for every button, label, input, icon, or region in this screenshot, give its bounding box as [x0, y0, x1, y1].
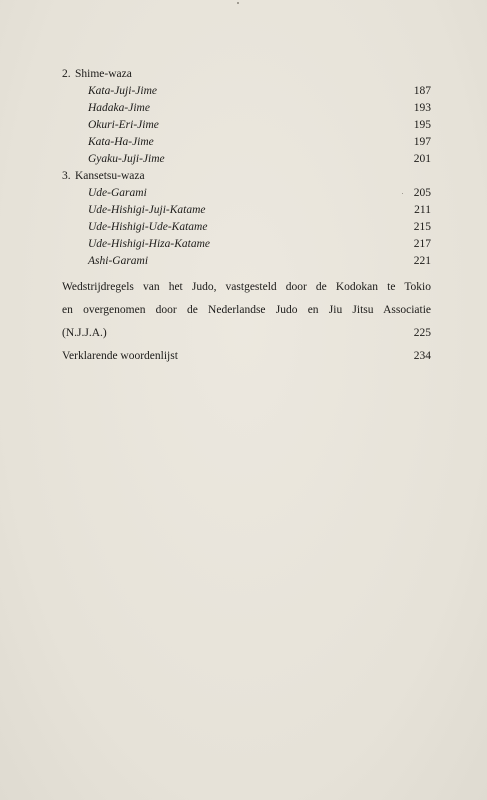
rules-paragraph-last-line [62, 322, 431, 345]
section-number: 3. [62, 170, 71, 182]
rules-paragraph-line: en overgenomen door de Nederlandse Judo en Jiu Jitsu Associatie [62, 304, 431, 316]
toc-entry[interactable] [62, 83, 431, 100]
toc-entry-title: Okuri-Eri-Jime [88, 119, 159, 131]
section-heading [62, 66, 431, 83]
toc-entry[interactable] [62, 134, 431, 151]
toc-entry[interactable] [62, 219, 431, 236]
section-heading [62, 168, 431, 185]
section-title: Kansetsu-waza [75, 170, 145, 182]
toc-entry-page: 225 [413, 327, 431, 339]
toc-entry-page: 205 [413, 187, 431, 199]
toc-entry-title: Ude-Hishigi-Ude-Katame [88, 221, 208, 233]
glossary-title: Verklarende woordenlijst [62, 350, 178, 362]
toc-entry-page: 197 [413, 136, 431, 148]
toc-entry-title: Ude-Garami [88, 187, 147, 199]
rules-paragraph-abbreviation: (N.J.J.A.) [62, 327, 107, 339]
toc-entry-title: Kata-Juji-Jime [88, 85, 157, 97]
paper-speck [237, 2, 239, 4]
toc-entry-title: Kata-Ha-Jime [88, 136, 154, 148]
toc-entry-page: 215 [413, 221, 431, 233]
toc-entry[interactable] [62, 185, 431, 202]
toc-entry-page: 195 [413, 119, 431, 131]
toc-entry-title: Ude-Hishigi-Hiza-Katame [88, 238, 211, 250]
toc-entry-page: 201 [413, 153, 431, 165]
toc-entry-page: 193 [413, 102, 431, 114]
toc-entry-title: Hadaka-Jime [88, 102, 150, 114]
glossary-entry[interactable] [62, 348, 431, 371]
section-number: 2. [62, 68, 71, 80]
paper-speck [402, 193, 403, 194]
section-title: Shime-waza [75, 68, 132, 80]
toc-entry[interactable] [62, 202, 431, 219]
toc-entry[interactable] [62, 253, 431, 270]
toc-entry-title: Ude-Hishigi-Juji-Katame [88, 204, 206, 216]
toc-entry-page: 187 [413, 85, 431, 97]
toc-entry-page: 211 [414, 204, 431, 216]
rules-paragraph-line: Wedstrijdregels van het Judo, vastgesteld door de Kodokan te Tokio [62, 281, 431, 293]
table-of-contents [62, 66, 431, 371]
toc-entry-page: 217 [413, 238, 431, 250]
toc-entry[interactable] [62, 117, 431, 134]
toc-entry-title: Ashi-Garami [88, 255, 149, 267]
toc-entry[interactable] [62, 236, 431, 253]
rules-paragraph-entry[interactable] [62, 276, 431, 345]
toc-entry-page: 234 [413, 350, 431, 362]
toc-entry[interactable] [62, 100, 431, 117]
toc-entry-title: Gyaku-Juji-Jime [88, 153, 165, 165]
toc-entry[interactable] [62, 151, 431, 168]
toc-entry-page: 221 [413, 255, 431, 267]
